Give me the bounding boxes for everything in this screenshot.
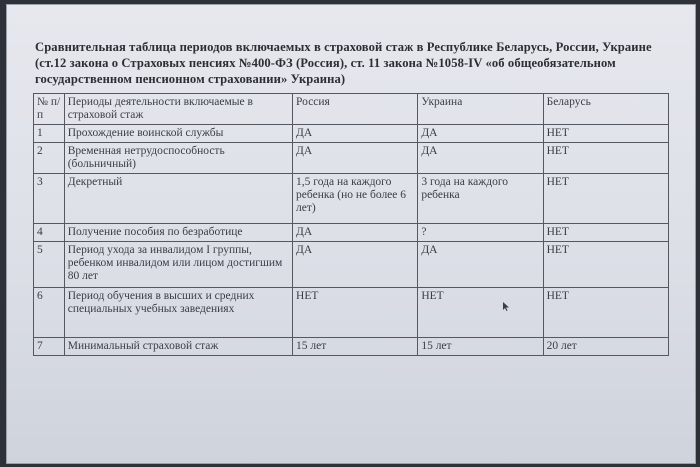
row-russia: ДА (293, 224, 418, 242)
document-title (35, 39, 671, 87)
row-russia: 15 лет (293, 338, 418, 356)
row-num: 6 (34, 288, 65, 338)
row-belarus: НЕТ (543, 174, 668, 224)
table-header-row (34, 94, 669, 125)
row-ukraine: ? (418, 224, 543, 242)
comparison-table (33, 93, 669, 356)
row-num: 1 (34, 125, 65, 143)
row-num: 3 (34, 174, 65, 224)
title-rest: (ст.12 закона о Страховых пенсиях №400-ФЗ (Россия), ст. 11 закона №1058-IV «об общеобязательном государственном пенсионном страховании» Украина) (35, 56, 616, 86)
row-russia: ДА (293, 143, 418, 174)
row-belarus: НЕТ (543, 288, 668, 338)
header-period: Периоды деятельности включаемые в страховой стаж (64, 94, 292, 125)
row-period: Период ухода за инвалидом I группы, ребенком инвалидом или лицом достигшим 80 лет (64, 242, 292, 288)
paper-sheet (6, 4, 696, 464)
row-period: Прохождение воинской службы (64, 125, 292, 143)
row-period: Временная нетрудоспособность (больничный) (64, 143, 292, 174)
table-row (34, 143, 669, 174)
mouse-cursor-icon (503, 302, 509, 311)
row-num: 2 (34, 143, 65, 174)
document (29, 39, 671, 356)
row-belarus: 20 лет (543, 338, 668, 356)
row-belarus: НЕТ (543, 224, 668, 242)
row-num: 4 (34, 224, 65, 242)
row-ukraine: ДА (418, 242, 543, 288)
table-row (34, 174, 669, 224)
table-row (34, 288, 669, 338)
row-period: Минимальный страховой стаж (64, 338, 292, 356)
row-russia: ДА (293, 125, 418, 143)
row-belarus: НЕТ (543, 125, 668, 143)
row-ukraine: ДА (418, 125, 543, 143)
row-russia: 1,5 года на каждого ребенка (но не более 6 лет) (293, 174, 418, 224)
row-num: 5 (34, 242, 65, 288)
row-ukraine: 15 лет (418, 338, 543, 356)
row-belarus: НЕТ (543, 242, 668, 288)
header-ukraine: Украина (418, 94, 543, 125)
row-belarus: НЕТ (543, 143, 668, 174)
row-period: Декретный (64, 174, 292, 224)
row-ukraine: НЕТ (418, 288, 543, 338)
title-bold: Сравнительная таблица периодов включаемых в страховой стаж в Республике Беларусь, России, Украине (35, 40, 652, 54)
row-num: 7 (34, 338, 65, 356)
table-row (34, 125, 669, 143)
row-russia: ДА (293, 242, 418, 288)
row-russia: НЕТ (293, 288, 418, 338)
row-period: Получение пособия по безработице (64, 224, 292, 242)
row-ukraine: 3 года на каждого ребенка (418, 174, 543, 224)
table-row (34, 338, 669, 356)
header-belarus: Беларусь (543, 94, 668, 125)
header-num: № п/п (34, 94, 65, 125)
row-period: Период обучения в высших и средних специальных учебных заведениях (64, 288, 292, 338)
header-russia: Россия (293, 94, 418, 125)
row-ukraine: ДА (418, 143, 543, 174)
table-row (34, 242, 669, 288)
table-row (34, 224, 669, 242)
